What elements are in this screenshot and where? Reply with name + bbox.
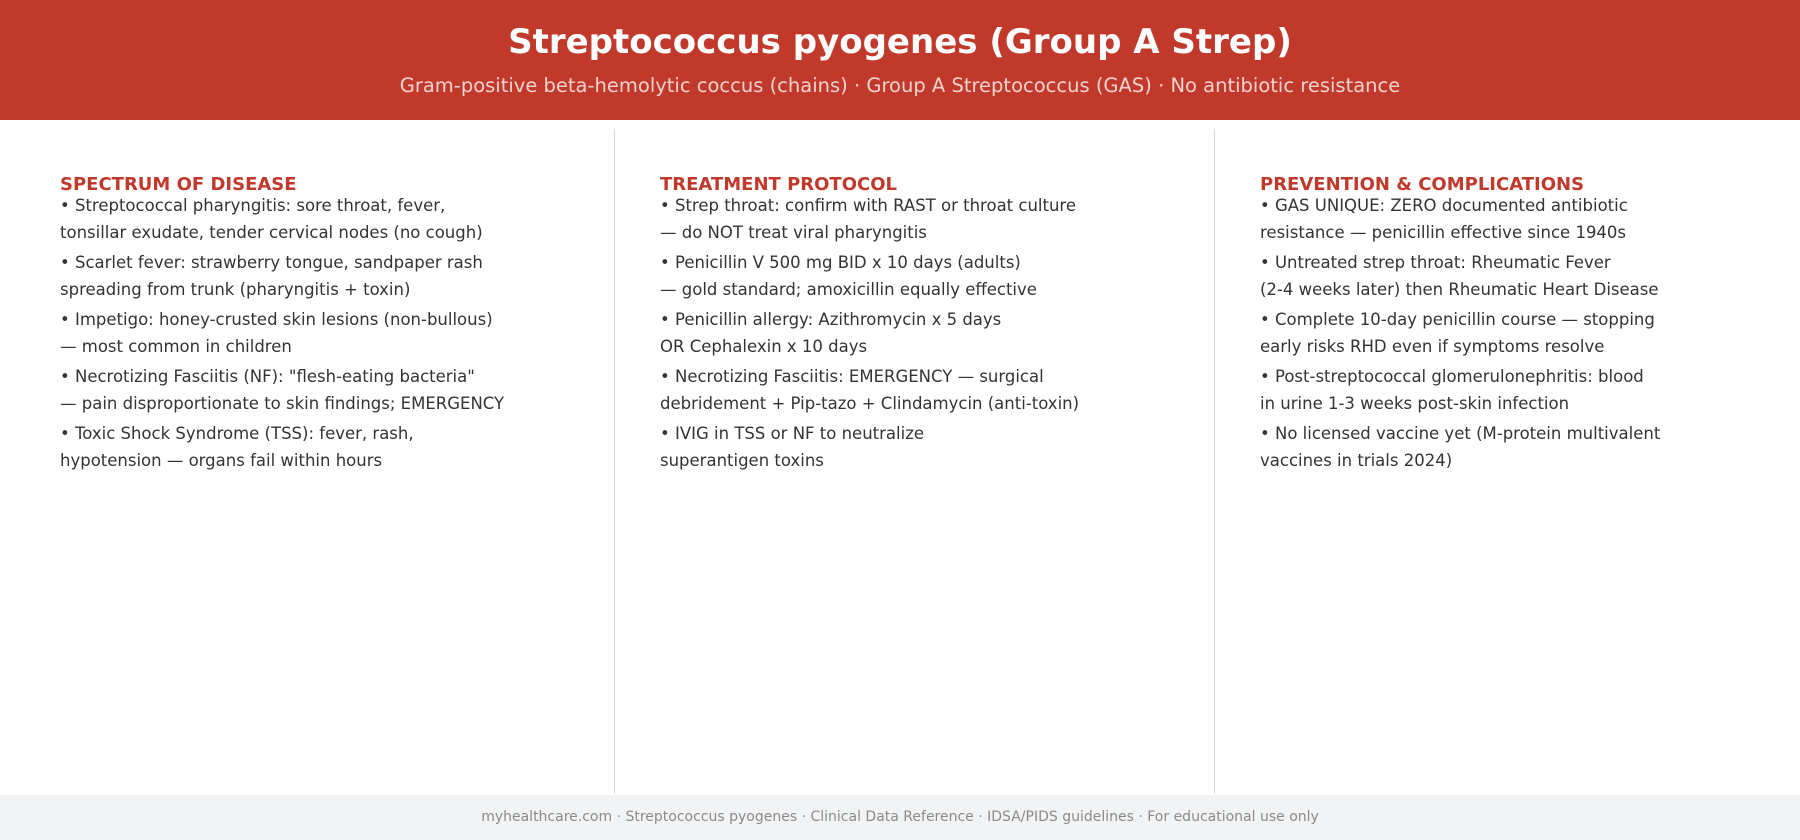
section-item-list — [60, 192, 600, 477]
section-treatment-protocol — [615, 129, 1214, 794]
section-title: SPECTRUM OF DISEASE — [60, 173, 297, 195]
item-line: in urine 1-3 weeks post-skin infection — [1260, 394, 1570, 413]
item-line: • GAS UNIQUE: ZERO documented antibiotic — [1260, 196, 1628, 215]
item-line: spreading from trunk (pharyngitis + toxin) — [60, 280, 411, 299]
item-line: — gold standard; amoxicillin equally effective — [660, 280, 1037, 299]
item-line: — do NOT treat viral pharyngitis — [660, 223, 927, 242]
section-item-list — [660, 192, 1200, 477]
list-item — [1260, 192, 1790, 246]
item-line: • Complete 10-day penicillin course — stopping — [1260, 310, 1655, 329]
item-line: superantigen toxins — [660, 451, 824, 470]
list-item — [660, 420, 1200, 474]
item-line: • Penicillin allergy: Azithromycin x 5 days — [660, 310, 1002, 329]
list-item — [60, 363, 600, 417]
item-line: resistance — penicillin effective since 1940s — [1260, 223, 1627, 242]
list-item — [660, 249, 1200, 303]
item-line: early risks RHD even if symptoms resolve — [1260, 337, 1605, 356]
item-line: • Toxic Shock Syndrome (TSS): fever, rash, — [60, 424, 414, 443]
page-subtitle: Gram-positive beta-hemolytic coccus (chains) · Group A Streptococcus (GAS) · No antibiotic resistance — [399, 74, 1401, 97]
section-title: PREVENTION & COMPLICATIONS — [1260, 173, 1585, 195]
item-line: — most common in children — [60, 337, 292, 356]
page-footer — [0, 795, 1800, 840]
section-title: TREATMENT PROTOCOL — [660, 173, 897, 195]
list-item — [1260, 363, 1790, 417]
list-item — [60, 306, 600, 360]
item-line: debridement + Pip-tazo + Clindamycin (anti-toxin) — [660, 394, 1080, 413]
item-line: • Strep throat: confirm with RAST or throat culture — [660, 196, 1077, 215]
item-line: tonsillar exudate, tender cervical nodes (no cough) — [60, 223, 483, 242]
item-line: • Necrotizing Fasciitis (NF): "flesh-eating bacteria" — [60, 367, 475, 386]
list-item — [660, 192, 1200, 246]
item-line: • Necrotizing Fasciitis: EMERGENCY — surgical — [660, 367, 1044, 386]
item-line: • No licensed vaccine yet (M-protein multivalent — [1260, 424, 1661, 443]
page-title: Streptococcus pyogenes (Group A Strep) — [508, 22, 1292, 62]
item-line: • Untreated strep throat: Rheumatic Fever — [1260, 253, 1611, 272]
footer-text: myhealthcare.com · Streptococcus pyogenes · Clinical Data Reference · IDSA/PIDS guidelines · For educational use only — [481, 809, 1319, 825]
item-line: • Impetigo: honey-crusted skin lesions (non-bullous) — [60, 310, 493, 329]
item-line: • Streptococcal pharyngitis: sore throat, fever, — [60, 196, 446, 215]
item-line: • Penicillin V 500 mg BID x 10 days (adults) — [660, 253, 1021, 272]
list-item — [60, 420, 600, 474]
item-line: • IVIG in TSS or NF to neutralize — [660, 424, 925, 443]
item-line: OR Cephalexin x 10 days — [660, 337, 868, 356]
list-item — [660, 306, 1200, 360]
item-line: vaccines in trials 2024) — [1260, 451, 1453, 470]
item-line: — pain disproportionate to skin findings; EMERGENCY — [60, 394, 505, 413]
item-line: • Scarlet fever: strawberry tongue, sandpaper rash — [60, 253, 483, 272]
section-item-list — [1260, 192, 1790, 477]
list-item — [660, 363, 1200, 417]
list-item — [60, 249, 600, 303]
section-prevention-complications — [1215, 129, 1800, 794]
list-item — [60, 192, 600, 246]
page-header — [0, 0, 1800, 120]
section-spectrum-of-disease — [0, 129, 614, 794]
item-line: hypotension — organs fail within hours — [60, 451, 383, 470]
item-line: • Post-streptococcal glomerulonephritis: blood — [1260, 367, 1644, 386]
list-item — [1260, 420, 1790, 474]
list-item — [1260, 249, 1790, 303]
item-line: (2-4 weeks later) then Rheumatic Heart Disease — [1260, 280, 1659, 299]
list-item — [1260, 306, 1790, 360]
